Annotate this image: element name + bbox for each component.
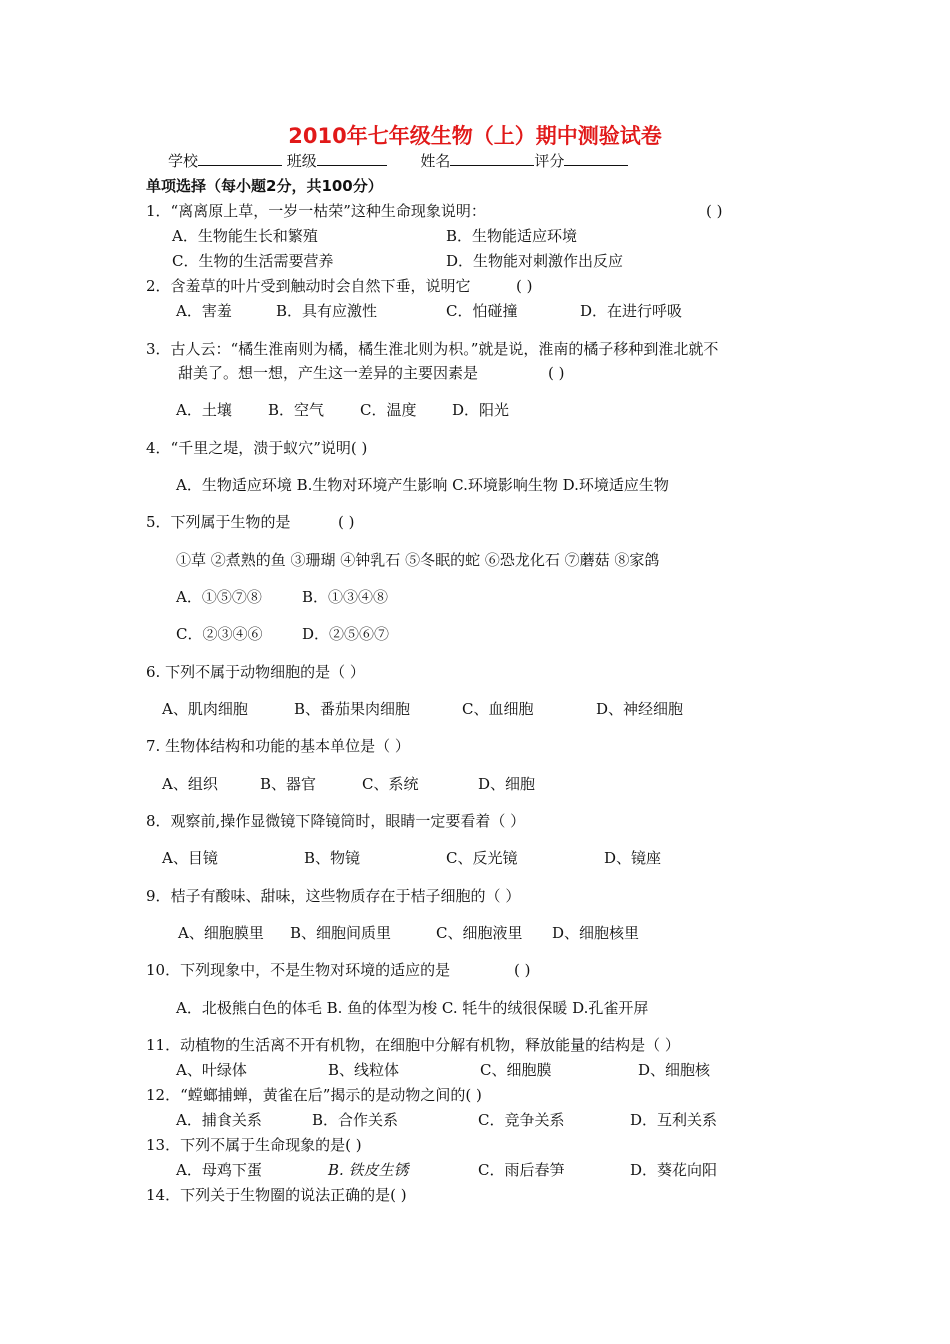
option[interactable]: A、目镜 xyxy=(162,849,218,867)
question-stem: 12．“螳螂捕蝉，黄雀在后”揭示的是动物之间的( ) xyxy=(146,1086,482,1104)
option[interactable]: B、细胞间质里 xyxy=(290,924,392,942)
option[interactable]: B、线粒体 xyxy=(328,1061,400,1079)
option[interactable]: D．生物能对刺激作出反应 xyxy=(446,252,624,270)
option[interactable]: D．在进行呼吸 xyxy=(580,302,683,320)
school-blank[interactable] xyxy=(198,151,282,166)
score-label: 评分 xyxy=(534,152,565,170)
option[interactable]: A．害羞 xyxy=(176,302,232,320)
question-stem: 7. 生物体结构和功能的基本单位是（ ） xyxy=(146,737,410,755)
option[interactable]: C．②③④⑥ xyxy=(176,625,263,643)
option[interactable]: C、细胞膜 xyxy=(480,1061,552,1079)
option[interactable]: A．生物适应环境 B.生物对环境产生影响 C.环境影响生物 D.环境适应生物 xyxy=(176,476,669,494)
answer-blank[interactable]: ( ) xyxy=(706,202,723,220)
option[interactable]: B．合作关系 xyxy=(312,1111,399,1129)
question-stem: 14．下列关于生物圈的说法正确的是( ) xyxy=(146,1186,407,1204)
answer-blank[interactable]: ( ) xyxy=(514,961,531,979)
option[interactable]: B、物镜 xyxy=(304,849,361,867)
question-stem: 13．下列不属于生命现象的是( ) xyxy=(146,1136,362,1154)
option[interactable]: C．竞争关系 xyxy=(478,1111,565,1129)
class-label: 班级 xyxy=(286,152,317,170)
option[interactable]: C、反光镜 xyxy=(446,849,518,867)
option[interactable]: C、血细胞 xyxy=(462,700,534,718)
option[interactable]: B. 铁皮生锈 xyxy=(328,1161,409,1179)
option[interactable]: A、叶绿体 xyxy=(176,1061,247,1079)
question-stem: 5．下列属于生物的是 xyxy=(146,513,291,531)
question-stem: 4．“千里之堤，溃于蚁穴”说明( ) xyxy=(146,439,368,457)
question-stem: 8．观察前,操作显微镜下降镜筒时，眼睛一定要看着（ ） xyxy=(146,812,526,830)
answer-blank[interactable]: ( ) xyxy=(548,364,565,382)
option[interactable]: B、番茄果肉细胞 xyxy=(294,700,411,718)
answer-blank[interactable]: ( ) xyxy=(338,513,355,531)
option[interactable]: D、细胞核里 xyxy=(552,924,640,942)
section-heading: 单项选择（每小题2分，共100分） xyxy=(146,177,383,195)
class-blank[interactable] xyxy=(317,151,387,166)
question-stem: 11．动植物的生活离不开有机物，在细胞中分解有机物，释放能量的结构是（ ） xyxy=(146,1036,680,1054)
item-list: ①草 ②煮熟的鱼 ③珊瑚 ④钟乳石 ⑤冬眠的蛇 ⑥恐龙化石 ⑦蘑菇 ⑧家鸽 xyxy=(176,551,660,569)
option[interactable]: D、镜座 xyxy=(604,849,662,867)
option[interactable]: C．怕碰撞 xyxy=(446,302,518,320)
option[interactable]: B．生物能适应环境 xyxy=(446,227,578,245)
question-stem: 10．下列现象中，不是生物对环境的适应的是 xyxy=(146,961,451,979)
question-stem: 3．古人云：“橘生淮南则为橘，橘生淮北则为枳。”就是说，淮南的橘子移种到淮北就不 xyxy=(146,340,719,358)
option[interactable]: A、细胞膜里 xyxy=(178,924,264,942)
option[interactable]: C．雨后春笋 xyxy=(478,1161,565,1179)
header-fields xyxy=(168,150,628,172)
option[interactable]: A、肌肉细胞 xyxy=(162,700,248,718)
exam-title: 2010年七年级生物（上）期中测验试卷 xyxy=(288,124,662,148)
option[interactable]: B．具有应激性 xyxy=(276,302,378,320)
option[interactable]: D、细胞 xyxy=(478,775,536,793)
option[interactable]: A、组织 xyxy=(162,775,218,793)
option[interactable]: B．①③④⑧ xyxy=(302,588,389,606)
option[interactable]: C、细胞液里 xyxy=(436,924,523,942)
score-blank[interactable] xyxy=(564,151,628,166)
option[interactable]: D．②⑤⑥⑦ xyxy=(302,625,390,643)
question-stem-continued: 甜美了。想一想，产生这一差异的主要因素是 xyxy=(178,364,479,382)
option[interactable]: A．北极熊白色的体毛 B. 鱼的体型为梭 C. 牦牛的绒很保暖 D.孔雀开屏 xyxy=(176,999,649,1017)
answer-blank[interactable]: ( ) xyxy=(516,277,533,295)
option[interactable]: D、细胞核 xyxy=(638,1061,711,1079)
option[interactable]: B．空气 xyxy=(268,401,325,419)
option[interactable]: A．母鸡下蛋 xyxy=(176,1161,262,1179)
option[interactable]: A．生物能生长和繁殖 xyxy=(172,227,318,245)
question-stem: 1．“离离原上草，一岁一枯荣”这种生命现象说明： xyxy=(146,202,486,220)
option[interactable]: D、神经细胞 xyxy=(596,700,684,718)
option[interactable]: A．土壤 xyxy=(176,401,232,419)
option[interactable]: C、系统 xyxy=(362,775,419,793)
name-blank[interactable] xyxy=(450,151,534,166)
option[interactable]: D．阳光 xyxy=(452,401,510,419)
option[interactable]: A．捕食关系 xyxy=(176,1111,262,1129)
option[interactable]: B、器官 xyxy=(260,775,317,793)
name-label: 姓名 xyxy=(420,152,451,170)
option[interactable]: C．生物的生活需要营养 xyxy=(172,252,334,270)
option[interactable]: D．互利关系 xyxy=(630,1111,718,1129)
option[interactable]: A．①⑤⑦⑧ xyxy=(176,588,262,606)
question-stem: 2．含羞草的叶片受到触动时会自然下垂，说明它 xyxy=(146,277,471,295)
option[interactable]: C．温度 xyxy=(360,401,417,419)
question-stem: 9．桔子有酸味、甜味，这些物质存在于桔子细胞的（ ） xyxy=(146,887,521,905)
question-stem: 6. 下列不属于动物细胞的是（ ） xyxy=(146,663,365,681)
school-label: 学校 xyxy=(168,152,199,170)
option[interactable]: D．葵花向阳 xyxy=(630,1161,718,1179)
